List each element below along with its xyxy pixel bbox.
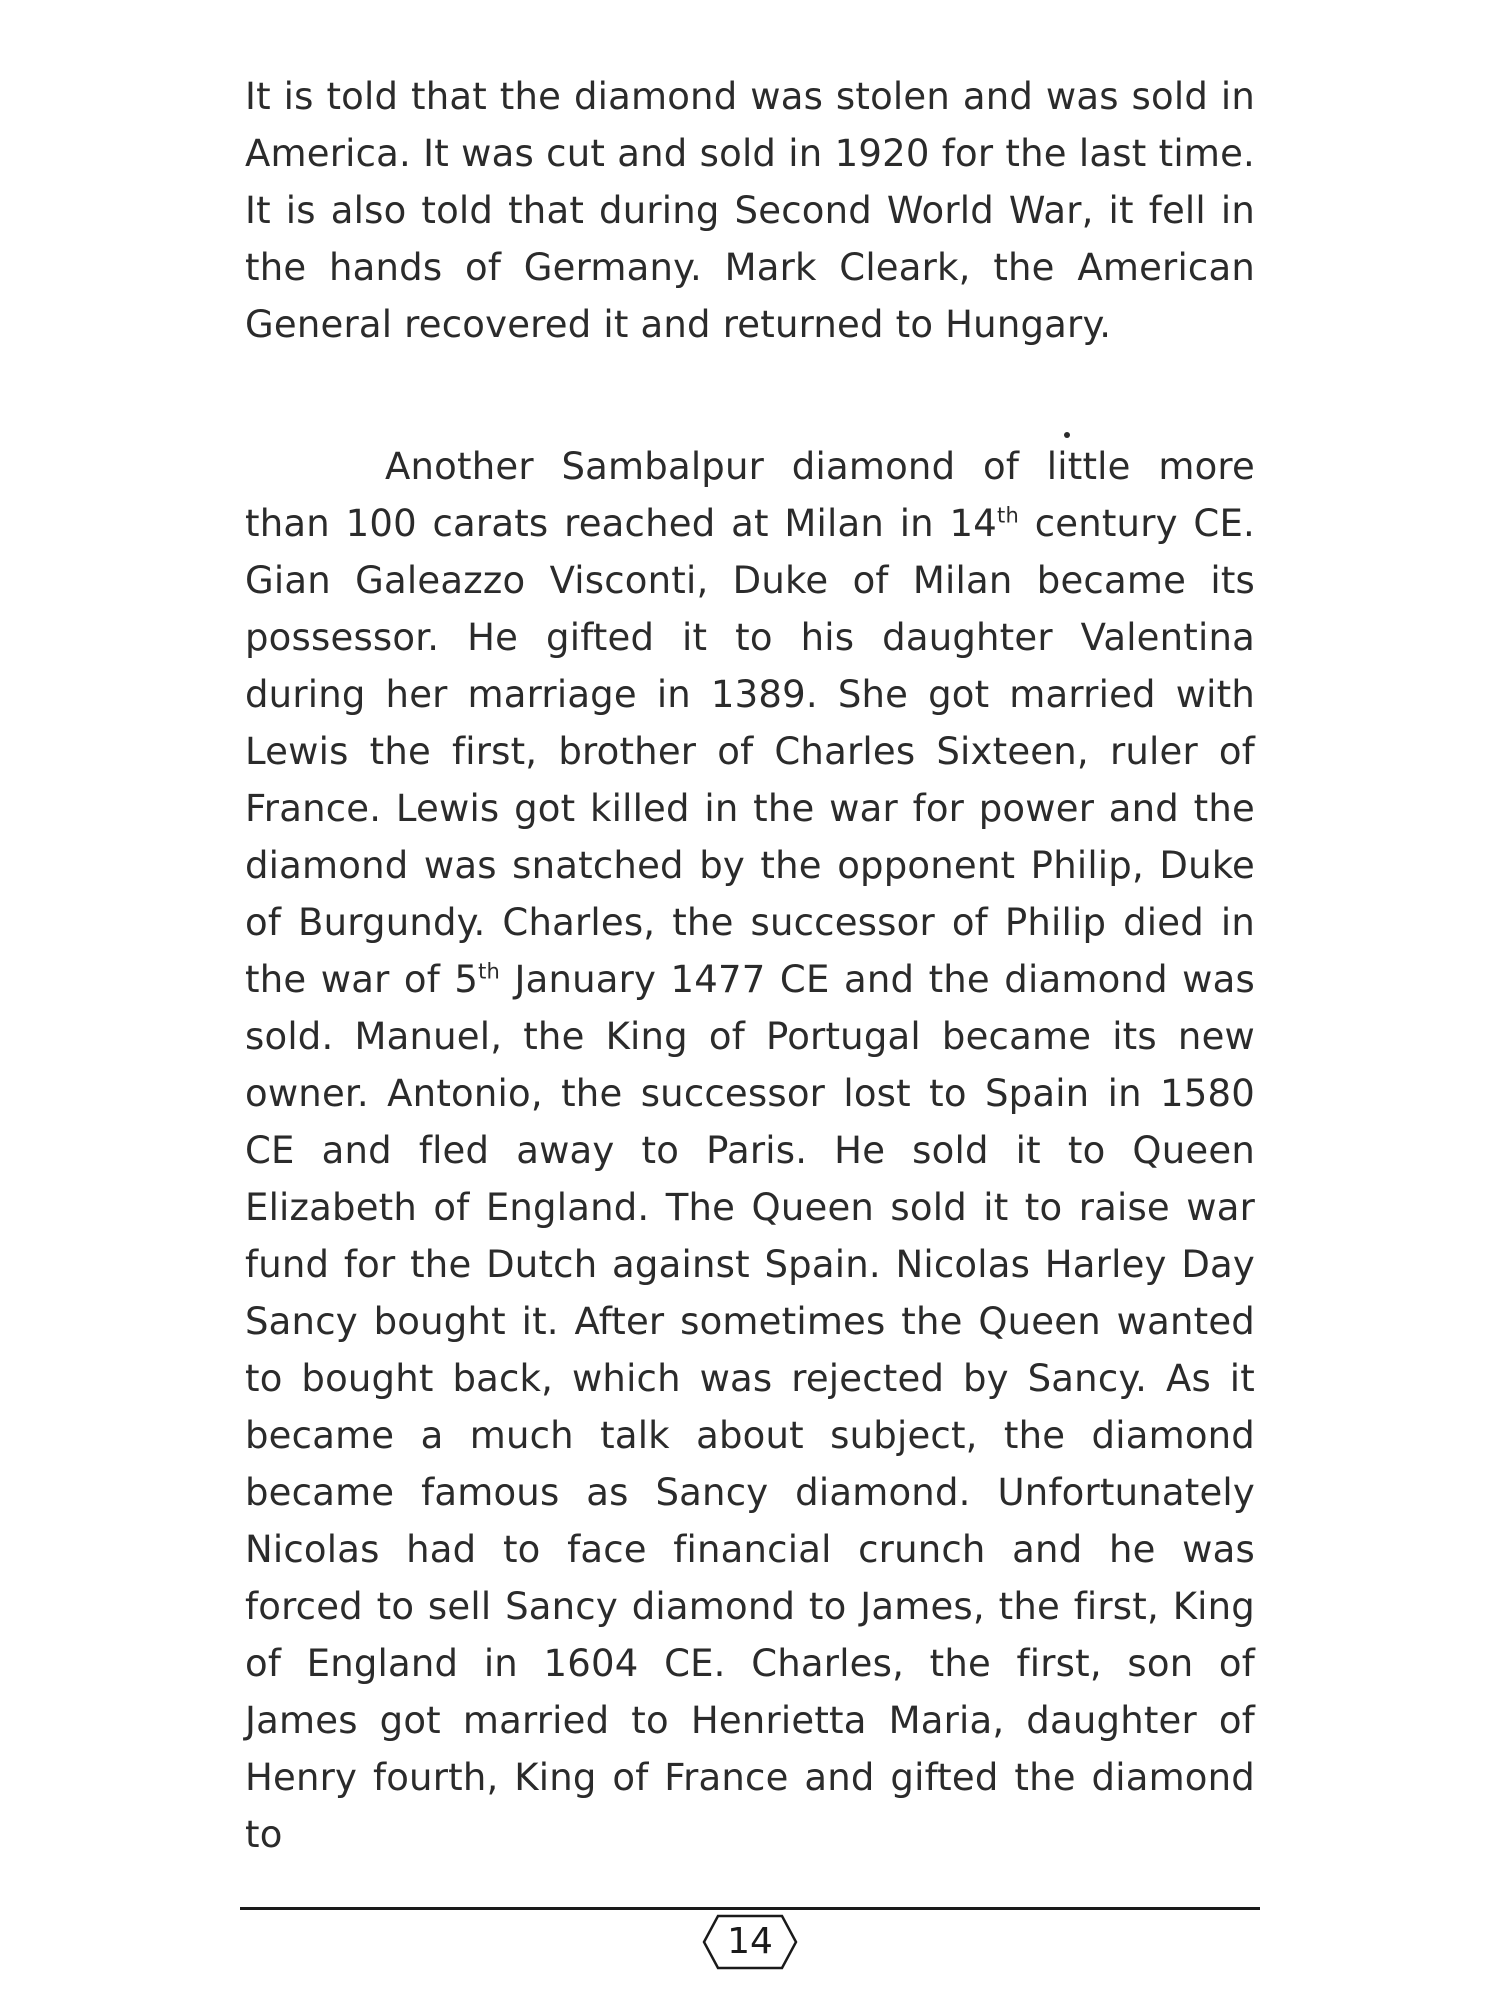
ordinal-suffix-2: th xyxy=(478,959,501,984)
paragraph-1-text: It is told that the diamond was stolen and was sold in America. It was cut and sold in 1920 for the last time. It is also told that during Second World War, it fell in the hands of Germany. Mark Cleark, the American General recovered it and returned to Hungary. xyxy=(245,75,1255,346)
footer-rule xyxy=(240,1907,1260,1910)
ordinal-suffix-1: th xyxy=(997,503,1019,528)
paragraph-2-part-b: century CE. Gian Galeazzo Visconti, Duke of Milan became its possessor. He gifted it to his daughter Valentina during her marriage in 1389. She got married with Lewis the first, brother of Charles Sixteen, ruler of France. Lewis got killed in the war for power and the diamond was snatched by the opponent Philip, Duke of Burgundy. Charles, the successor of Philip died in the war of 5 xyxy=(245,502,1255,1001)
paragraph-2-part-c: January 1477 CE and the diamond was sold. Manuel, the King of Portugal became its new owner. Antonio, the successor lost to Spain in 1580 CE and fled away to Paris. He sold it to Queen Elizabeth of England. The Queen sold it to raise war fund for the Dutch against Spain. Nicolas Harley Day Sancy bought it. After sometimes the Queen wanted to bought back, which was rejected by Sancy. As it became a much talk about subject, the diamond became famous as Sancy diamond. Unfortunately Nicolas had to face financial crunch and he was forced to sell Sancy diamond to James, the first, King of England in 1604 CE. Charles, the first, son of James got married to Henrietta Maria, daughter of Henry fourth, King of France and gifted the diamond to xyxy=(245,958,1255,1856)
paragraph-1 xyxy=(245,68,1255,353)
paragraph-2-text xyxy=(245,438,1255,1863)
paragraph-2-part-a: Another Sambalpur diamond of little more than 100 carats reached at Milan in 14 xyxy=(245,445,1255,545)
page-number-badge xyxy=(700,1912,800,1972)
paragraph-2 xyxy=(245,438,1255,1863)
page-number: 14 xyxy=(727,1921,773,1962)
